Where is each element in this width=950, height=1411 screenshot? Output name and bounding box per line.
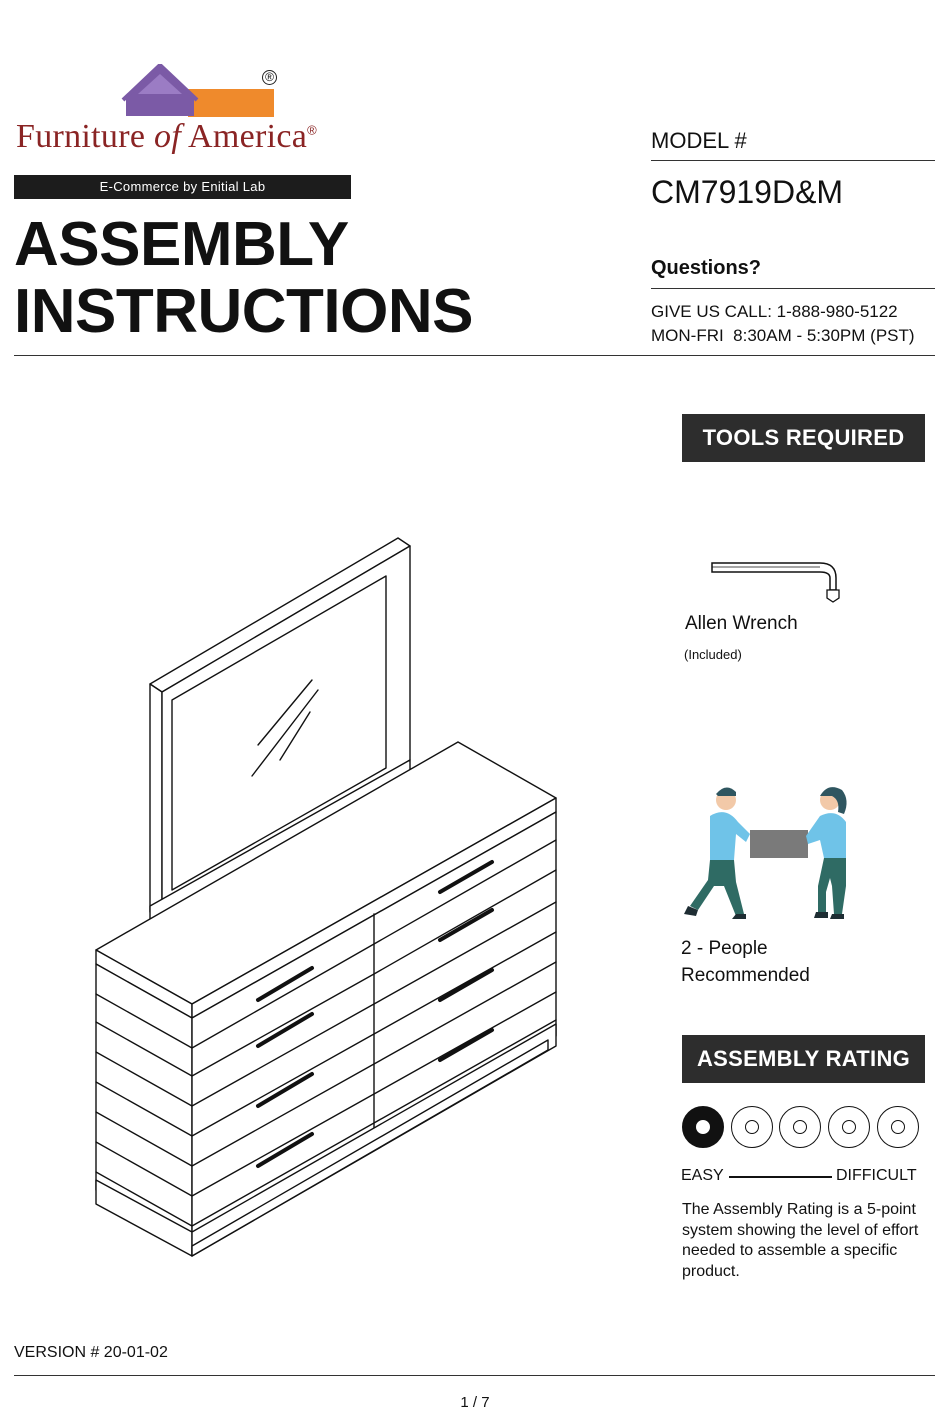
- questions-heading: Questions?: [651, 257, 762, 279]
- rating-difficult-label: DIFFICULT: [836, 1167, 917, 1184]
- rating-circle-2: [731, 1106, 773, 1148]
- dresser-mirror-illustration: [80, 530, 570, 1270]
- phone-line: GIVE US CALL: 1-888-980-5122: [651, 302, 898, 321]
- model-label: MODEL #: [651, 128, 747, 153]
- rating-scale-line: [729, 1176, 832, 1178]
- model-number: CM7919D&M: [651, 174, 844, 210]
- version-label: VERSION # 20-01-02: [14, 1344, 168, 1361]
- tool-note: (Included): [684, 647, 742, 662]
- page-title-line1: ASSEMBLY: [14, 210, 349, 279]
- people-line1: 2 - People: [681, 938, 768, 959]
- assembly-rating-heading: ASSEMBLY RATING: [682, 1035, 925, 1083]
- brand-name: Furniture of America®: [16, 118, 318, 155]
- rating-description: The Assembly Rating is a 5-point system showing the level of effort needed to assemble a specific product.: [682, 1201, 919, 1280]
- footer-divider: [14, 1375, 935, 1376]
- two-people-carrying-icon: [680, 782, 870, 924]
- header-divider: [14, 355, 935, 356]
- divider: [651, 160, 935, 161]
- brand-logo-icon: [120, 64, 280, 120]
- allen-wrench-icon: [708, 558, 842, 604]
- brand-tagline: E-Commerce by Enitial Lab: [14, 175, 351, 199]
- hours-line: MON-FRI 8:30AM - 5:30PM (PST): [651, 326, 915, 345]
- rating-circle-1: [682, 1106, 724, 1148]
- divider: [651, 288, 935, 289]
- people-line2: Recommended: [681, 965, 810, 986]
- rating-circle-4: [828, 1106, 870, 1148]
- rating-circle-3: [779, 1106, 821, 1148]
- tools-required-heading: TOOLS REQUIRED: [682, 414, 925, 462]
- rating-easy-label: EASY: [681, 1167, 724, 1184]
- rating-circle-5: [877, 1106, 919, 1148]
- logo-registered-mark: ®: [262, 70, 277, 85]
- tool-name: Allen Wrench: [685, 613, 798, 634]
- page-title-line2: INSTRUCTIONS: [14, 277, 473, 346]
- page-number: 1 / 7: [460, 1394, 490, 1411]
